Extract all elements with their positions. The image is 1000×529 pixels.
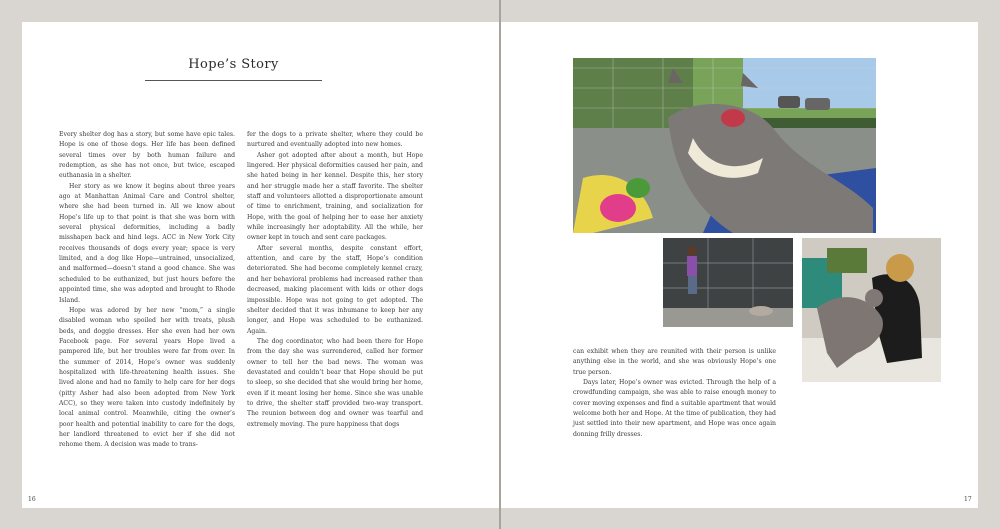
photo-owner-hugging-dog xyxy=(802,238,941,382)
paragraph: The dog coordinator, who had been there for Hope from the day she was surrendered, called her former owner to tell her the bad news. The woman was devastated and couldn’t bear that Hope should be put to sleep, so she decided that she would bring her home, even if it meant losing her home. Since she was unable to drive, the shelter staff provided two-way transport. The reunion between dog and owner was tearful and extremely moving. The pure happiness that dogs xyxy=(247,337,423,428)
paragraph: After several months, despite constant effort, attention, and care by the staff, Hope’s condition deteriorated. She had become completely kennel crazy, and her behavioral problems had increased rather than decreased, making placement with kids or other dogs impossible. Hope was not going to get adopted. The shelter decided that it was inhumane to keep her any longer, and Hope was scheduled to be euthanized. Again. xyxy=(247,244,423,335)
page-number-right: 17 xyxy=(964,496,972,503)
title-rule xyxy=(145,80,322,81)
photo-walking-dog xyxy=(663,238,793,327)
text-column-2 xyxy=(247,130,423,430)
paragraph: can exhibit when they are reunited with their person is unlike anything else in the world, and she was obviously Hope’s one true person. xyxy=(573,348,776,376)
paragraph: Days later, Hope’s owner was evicted. Through the help of a crowdfunding campaign, she was able to raise enough money to cover moving expenses and find a suitable apartment that would welcome both her and Hope. At the time of publication, they had just settled into their new apartment, and Hope was once again donning frilly dresses. xyxy=(573,379,776,438)
paragraph: fer the dogs to a private shelter, where they could be nurtured and eventually adopted into new homes. xyxy=(247,131,423,149)
page-title: Hope’s Story xyxy=(188,57,279,72)
paragraph: Asher got adopted after about a month, but Hope lingered. Her physical deformities caused her pain, and she hated being in her kennel. Despite this, her story and her struggle made her a staff favorite. The shelter staff and volunteers allotted a disproportionate amount of time to enrichment, training, and socialization for Hope, with the goal of helping her to ease her anxiety while increasingly her adoptability. All the while, her owner kept in touch and sent care packages. xyxy=(247,151,423,242)
text-column-3 xyxy=(573,347,776,440)
text-column-1 xyxy=(59,130,235,451)
photo-dog-on-blanket xyxy=(573,58,876,233)
page-number-left: 16 xyxy=(28,496,36,503)
paragraph: Her story as we know it begins about three years ago at Manhattan Animal Care and Control shelter, where she had been turned in. All we know about Hope’s life up to that point is that she was born with several physical deformities, including a badly misshapen back and hind legs. ACC in New York City receives thousands of dogs every year; space is very limited, and a dog like Hope—untrained, unsocialized, and malformed—doesn’t stand a good chance. She was scheduled to be euthanized, but just hours before the appointed time, she was adopted and brought to Rhode Island. xyxy=(59,182,235,304)
paragraph: Hope was adored by her new “mom,” a single disabled woman who spoiled her with treats, plush beds, and doggie dresses. Her she even had her own Facebook page. For several years Hope lived a pampered life, but her troubles were far from over. In the summer of 2014, Hope’s owner was suddenly hospitalized with life-threatening health issues. She lived alone and had no family to help care for her dogs (pitty Asher had also been adopted from New York ACC), so they were taken into custody indefinitely by local animal control. Meanwhile, citing the owner’s poor health and potential inability to care for the dogs, her landlord threatened to evict her if she did not rehome them. A decision was made to trans- xyxy=(59,306,235,449)
paragraph: Every shelter dog has a story, but some have epic tales. Hope is one of those dogs. Her life has been defined several times over by both human failure and redemption, as she has not once, but twice, escaped euthanasia in a shelter. xyxy=(59,131,235,180)
